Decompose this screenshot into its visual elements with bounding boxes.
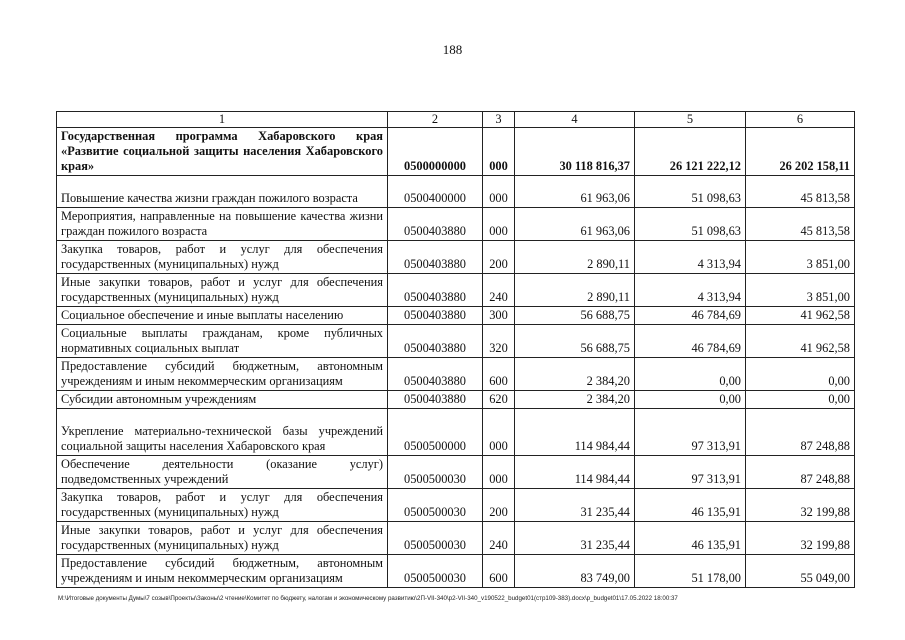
row-value-year3-cell: 0,00 [746, 358, 855, 391]
table-row [57, 128, 855, 176]
row-value-year3-cell: 41 962,58 [746, 325, 855, 358]
header-cell-code: 2 [388, 112, 483, 128]
row-value-year1-cell: 83 749,00 [515, 555, 635, 588]
row-value-year2-cell: 46 135,91 [635, 522, 746, 555]
row-name-cell: Мероприятия, направленные на повышение качества жизни граждан пожилого возраста [57, 208, 388, 241]
row-value-year2-cell: 4 313,94 [635, 241, 746, 274]
row-code-cell: 0500403880 [388, 241, 483, 274]
row-kind-cell: 200 [483, 241, 515, 274]
row-value-year1-cell: 30 118 816,37 [515, 128, 635, 176]
row-value-year3-cell: 55 049,00 [746, 555, 855, 588]
table-row [57, 358, 855, 391]
row-name-cell: Закупка товаров, работ и услуг для обеспечения государственных (муниципальных) нужд [57, 241, 388, 274]
header-cell-year2: 5 [635, 112, 746, 128]
table-row [57, 409, 855, 456]
row-code-cell: 0500400000 [388, 176, 483, 208]
row-value-year1-cell: 56 688,75 [515, 307, 635, 325]
row-value-year2-cell: 51 178,00 [635, 555, 746, 588]
table-row [57, 307, 855, 325]
row-value-year3-cell: 3 851,00 [746, 241, 855, 274]
table-row [57, 391, 855, 409]
table-row [57, 522, 855, 555]
row-name-cell: Повышение качества жизни граждан пожилого возраста [57, 176, 388, 208]
row-value-year2-cell: 97 313,91 [635, 409, 746, 456]
row-value-year2-cell: 51 098,63 [635, 176, 746, 208]
table-row [57, 456, 855, 489]
row-name-cell: Субсидии автономным учреждениям [57, 391, 388, 409]
row-value-year2-cell: 46 784,69 [635, 325, 746, 358]
budget-table-body [57, 112, 855, 588]
row-value-year3-cell: 32 199,88 [746, 522, 855, 555]
row-value-year1-cell: 114 984,44 [515, 409, 635, 456]
row-value-year2-cell: 97 313,91 [635, 456, 746, 489]
row-value-year3-cell: 45 813,58 [746, 176, 855, 208]
row-value-year2-cell: 51 098,63 [635, 208, 746, 241]
row-value-year3-cell: 26 202 158,11 [746, 128, 855, 176]
page-number: 188 [442, 42, 463, 57]
header-cell-year1: 4 [515, 112, 635, 128]
row-name-cell: Иные закупки товаров, работ и услуг для обеспечения государственных (муниципальных) нужд [57, 274, 388, 307]
row-kind-cell: 000 [483, 456, 515, 489]
row-name-cell: Укрепление материально-технической базы учреждений социальной защиты населения Хабаровского края [57, 409, 388, 456]
row-kind-cell: 000 [483, 409, 515, 456]
budget-table [56, 111, 855, 588]
row-kind-cell: 300 [483, 307, 515, 325]
row-kind-cell: 240 [483, 522, 515, 555]
row-value-year1-cell: 2 384,20 [515, 391, 635, 409]
row-value-year2-cell: 0,00 [635, 391, 746, 409]
row-name-cell: Обеспечение деятельности (оказание услуг) подведомственных учреждений [57, 456, 388, 489]
table-row [57, 555, 855, 588]
row-value-year2-cell: 46 784,69 [635, 307, 746, 325]
row-code-cell: 0500500030 [388, 456, 483, 489]
row-name-cell: Социальное обеспечение и иные выплаты населению [57, 307, 388, 325]
row-value-year1-cell: 2 384,20 [515, 358, 635, 391]
row-value-year3-cell: 0,00 [746, 391, 855, 409]
row-value-year1-cell: 2 890,11 [515, 241, 635, 274]
table-row [57, 241, 855, 274]
row-value-year2-cell: 4 313,94 [635, 274, 746, 307]
row-name-cell: Предоставление субсидий бюджетным, автономным учреждениям и иным некоммерческим организациям [57, 358, 388, 391]
row-value-year2-cell: 0,00 [635, 358, 746, 391]
row-value-year3-cell: 45 813,58 [746, 208, 855, 241]
table-row [57, 208, 855, 241]
row-value-year1-cell: 2 890,11 [515, 274, 635, 307]
row-kind-cell: 620 [483, 391, 515, 409]
row-kind-cell: 320 [483, 325, 515, 358]
row-kind-cell: 240 [483, 274, 515, 307]
header-cell-year3: 6 [746, 112, 855, 128]
footer-file-path: M:\Итоговые документы Думы\7 созыв\Проекты\Законы\2 чтение\Комитет по бюджету, налогам и экономическому развитию\2П-VII-340\р2-VII-340_v190522_budget01(стр109-383).docx\р_budget01\17.05.2022 18:00:37 [58, 595, 678, 602]
row-kind-cell: 000 [483, 208, 515, 241]
table-row [57, 274, 855, 307]
table-row [57, 489, 855, 522]
row-code-cell: 0500403880 [388, 274, 483, 307]
row-value-year1-cell: 61 963,06 [515, 208, 635, 241]
row-name-cell: Иные закупки товаров, работ и услуг для обеспечения государственных (муниципальных) нужд [57, 522, 388, 555]
row-code-cell: 0500403880 [388, 208, 483, 241]
row-code-cell: 0500403880 [388, 307, 483, 325]
row-value-year2-cell: 26 121 222,12 [635, 128, 746, 176]
table-row [57, 325, 855, 358]
row-value-year3-cell: 41 962,58 [746, 307, 855, 325]
row-kind-cell: 600 [483, 555, 515, 588]
row-value-year3-cell: 32 199,88 [746, 489, 855, 522]
row-value-year1-cell: 31 235,44 [515, 489, 635, 522]
row-kind-cell: 000 [483, 176, 515, 208]
row-code-cell: 0500500030 [388, 489, 483, 522]
row-kind-cell: 600 [483, 358, 515, 391]
row-code-cell: 0500403880 [388, 391, 483, 409]
row-value-year2-cell: 46 135,91 [635, 489, 746, 522]
header-cell-name: 1 [57, 112, 388, 128]
row-name-cell: Предоставление субсидий бюджетным, автономным учреждениям и иным некоммерческим организациям [57, 555, 388, 588]
row-value-year1-cell: 56 688,75 [515, 325, 635, 358]
row-name-cell: Государственная программа Хабаровского края «Развитие социальной защиты населения Хабаровского края» [57, 128, 388, 176]
table-row [57, 176, 855, 208]
row-code-cell: 0500403880 [388, 358, 483, 391]
row-name-cell: Закупка товаров, работ и услуг для обеспечения государственных (муниципальных) нужд [57, 489, 388, 522]
row-value-year3-cell: 87 248,88 [746, 456, 855, 489]
row-kind-cell: 200 [483, 489, 515, 522]
row-kind-cell: 000 [483, 128, 515, 176]
row-code-cell: 0500000000 [388, 128, 483, 176]
row-value-year1-cell: 31 235,44 [515, 522, 635, 555]
header-cell-kind: 3 [483, 112, 515, 128]
row-code-cell: 0500500030 [388, 522, 483, 555]
row-code-cell: 0500500000 [388, 409, 483, 456]
row-code-cell: 0500500030 [388, 555, 483, 588]
table-header-row [57, 112, 855, 128]
row-value-year1-cell: 114 984,44 [515, 456, 635, 489]
row-code-cell: 0500403880 [388, 325, 483, 358]
row-value-year3-cell: 3 851,00 [746, 274, 855, 307]
row-value-year1-cell: 61 963,06 [515, 176, 635, 208]
row-value-year3-cell: 87 248,88 [746, 409, 855, 456]
row-name-cell: Социальные выплаты гражданам, кроме публичных нормативных социальных выплат [57, 325, 388, 358]
